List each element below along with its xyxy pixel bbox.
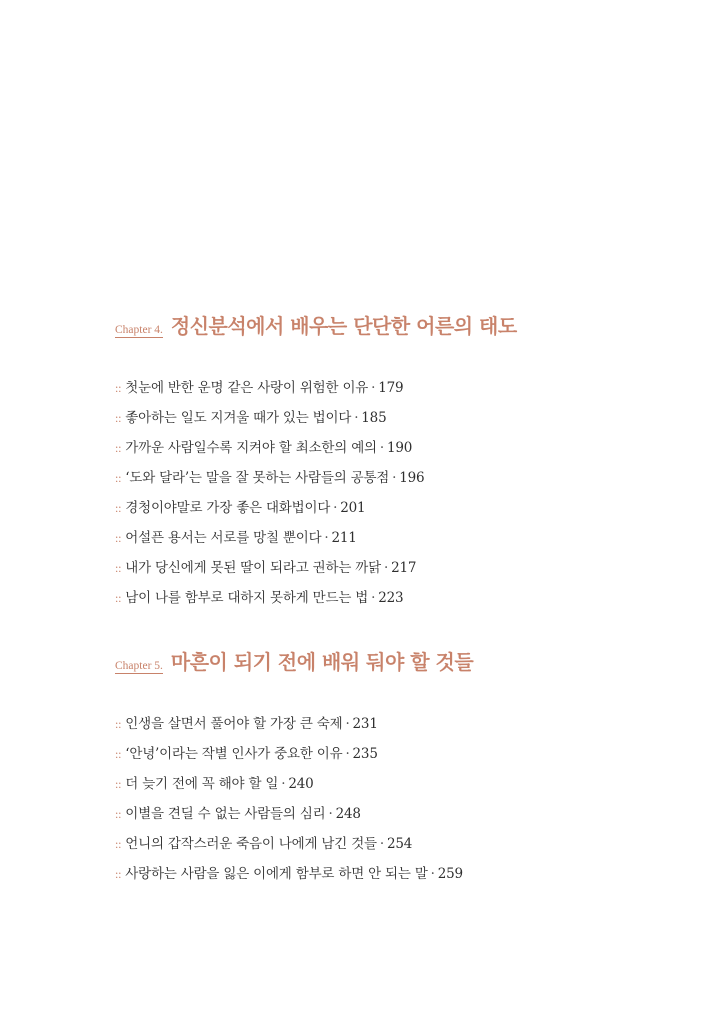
entry-title: 가까운 사람일수록 지켜야 할 최소한의 예의 <box>125 440 377 456</box>
entry-page-number: 223 <box>378 590 404 606</box>
separator-dot: · <box>345 716 350 732</box>
bullet-marker: :: <box>115 747 122 761</box>
chapter-header <box>115 646 675 675</box>
entry-page-number: 240 <box>288 776 314 792</box>
bullet-marker: :: <box>115 777 122 791</box>
bullet-marker: :: <box>115 867 122 881</box>
entry-page-number: 201 <box>340 500 366 516</box>
separator-dot: · <box>281 776 286 792</box>
entry-page-number: 196 <box>399 470 425 486</box>
bullet-marker: :: <box>115 717 122 731</box>
toc-entry[interactable] <box>115 739 675 769</box>
toc-entry[interactable] <box>115 523 675 553</box>
separator-dot: · <box>333 500 338 516</box>
separator-dot: · <box>379 440 384 456</box>
toc-entry[interactable] <box>115 493 675 523</box>
entry-title: 어설픈 용서는 서로를 망칠 뿐이다 <box>125 530 322 546</box>
chapter-4-section <box>115 310 675 613</box>
chapter-5-section <box>115 646 675 889</box>
entry-title: 더 늦기 전에 꼭 해야 할 일 <box>125 776 279 792</box>
toc-entry-list <box>115 709 675 889</box>
entry-title: 이별을 견딜 수 없는 사람들의 심리 <box>125 806 326 822</box>
entry-title: 첫눈에 반한 운명 같은 사랑이 위험한 이유 <box>125 380 369 396</box>
toc-entry[interactable] <box>115 553 675 583</box>
separator-dot: · <box>345 746 350 762</box>
entry-title: 사랑하는 사람을 잃은 이에게 함부로 하면 안 되는 말 <box>125 866 428 882</box>
entry-title: 남이 나를 함부로 대하지 못하게 만드는 법 <box>125 590 369 606</box>
toc-entry-list <box>115 373 675 613</box>
entry-page-number: 235 <box>352 746 378 762</box>
toc-entry[interactable] <box>115 463 675 493</box>
toc-entry[interactable] <box>115 859 675 889</box>
toc-entry[interactable] <box>115 433 675 463</box>
separator-dot: · <box>430 866 435 882</box>
entry-page-number: 190 <box>386 440 413 456</box>
bullet-marker: :: <box>115 591 122 605</box>
entry-page-number: 248 <box>335 806 361 822</box>
separator-dot: · <box>383 560 389 576</box>
chapter-title: 정신분석에서 배우는 단단한 어른의 태도 <box>170 314 517 338</box>
chapter-title: 마흔이 되기 전에 배워 둬야 할 것들 <box>170 650 474 674</box>
entry-page-number: 185 <box>361 410 387 426</box>
separator-dot: · <box>392 470 397 486</box>
entry-page-number: 259 <box>437 866 463 882</box>
bullet-marker: :: <box>115 807 122 821</box>
toc-entry[interactable] <box>115 709 675 739</box>
entry-title: 내가 당신에게 못된 딸이 되라고 권하는 까닭 <box>125 560 381 576</box>
entry-page-number: 217 <box>391 560 417 576</box>
bullet-marker: :: <box>115 501 122 515</box>
entry-title: 언니의 갑작스러운 죽음이 나에게 남긴 것들 <box>125 836 377 852</box>
entry-page-number: 254 <box>386 836 413 852</box>
bullet-marker: :: <box>115 471 122 485</box>
bullet-marker: :: <box>115 561 122 575</box>
separator-dot: · <box>324 530 329 546</box>
entry-title: 좋아하는 일도 지겨울 때가 있는 법이다 <box>125 410 352 426</box>
toc-entry[interactable] <box>115 403 675 433</box>
bullet-marker: :: <box>115 381 122 395</box>
entry-title: ‘안녕’이라는 작별 인사가 중요한 이유 <box>125 746 343 762</box>
toc-entry[interactable] <box>115 799 675 829</box>
chapter-label: Chapter 4. <box>115 324 163 336</box>
bullet-marker: :: <box>115 837 122 851</box>
toc-entry[interactable] <box>115 373 675 403</box>
toc-entry[interactable] <box>115 769 675 799</box>
separator-dot: · <box>371 590 376 606</box>
chapter-header <box>115 310 675 339</box>
entry-title: 인생을 살면서 풀어야 할 가장 큰 숙제 <box>125 716 343 732</box>
entry-title: ‘도와 달라’는 말을 잘 못하는 사람들의 공통점 <box>125 470 390 486</box>
bullet-marker: :: <box>115 441 122 455</box>
toc-entry[interactable] <box>115 583 675 613</box>
bullet-marker: :: <box>115 531 122 545</box>
entry-title: 경청이야말로 가장 좋은 대화법이다 <box>125 500 331 516</box>
entry-page-number: 179 <box>378 380 404 396</box>
chapter-label: Chapter 5. <box>115 660 163 672</box>
entry-page-number: 231 <box>352 716 378 732</box>
separator-dot: · <box>328 806 333 822</box>
toc-entry[interactable] <box>115 829 675 859</box>
bullet-marker: :: <box>115 411 122 425</box>
separator-dot: · <box>371 380 376 396</box>
entry-page-number: 211 <box>331 530 357 546</box>
separator-dot: · <box>354 410 359 426</box>
separator-dot: · <box>379 836 384 852</box>
